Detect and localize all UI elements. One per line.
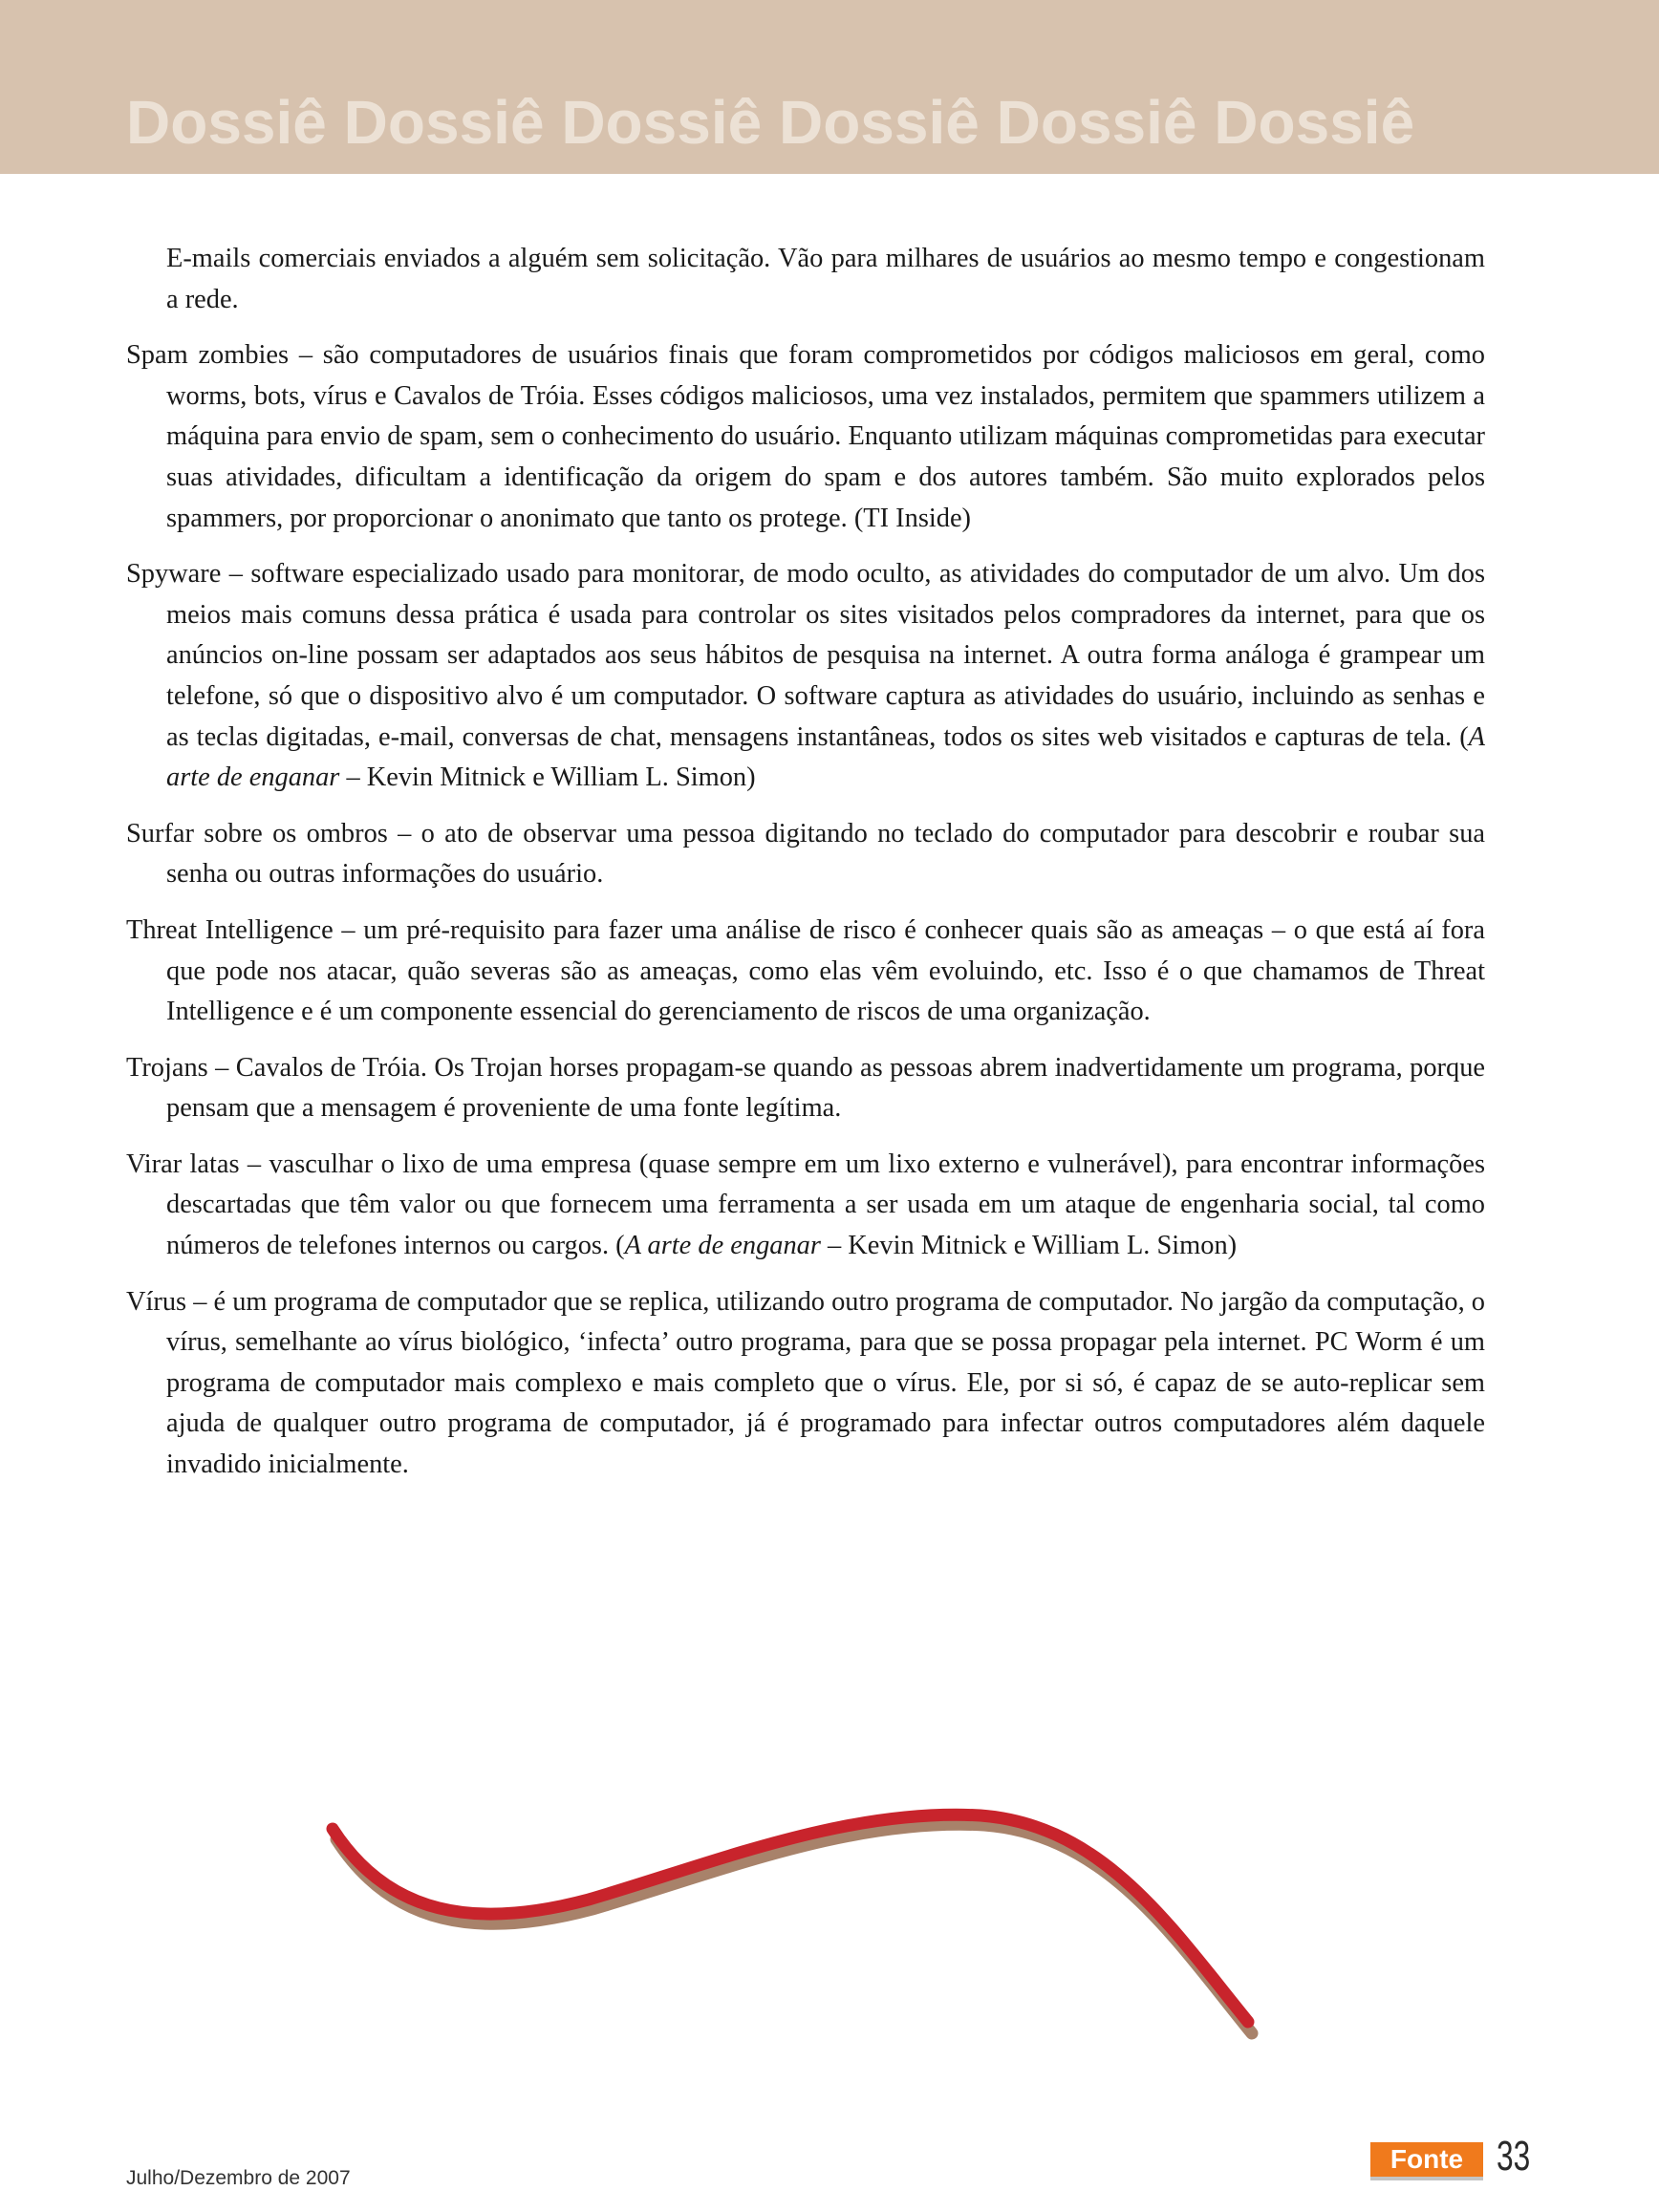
dossie-header-banner	[0, 0, 1659, 174]
glossary-entry-trojans: Trojans – Cavalos de Tróia. Os Trojan horses propagam-se quando as pessoas abrem inadvertidamente um programa, porque pensam que a mensagem é proveniente de uma fonte legítima.	[126, 1052, 1485, 1124]
section-title: Dossiê Dossiê Dossiê Dossiê Dossiê Dossiê	[126, 88, 1415, 157]
entry-text: Virar latas – vasculhar o lixo de uma empresa (quase sempre em um lixo externo e vulnerável), para encontrar informações descartadas que têm valor ou que fornecem uma ferramenta a ser usada em um ataque de engenharia social, tal como números de telefones internos ou cargos. (	[126, 1149, 1485, 1261]
page-number: 33	[1497, 2133, 1531, 2180]
entry-text: – Kevin Mitnick e William L. Simon)	[339, 762, 756, 793]
glossary-content	[126, 239, 1485, 1501]
glossary-entry-virus: Vírus – é um programa de computador que se replica, utilizando outro programa de computador. No jargão da computação, o vírus, semelhante ao vírus biológico, ‘infecta’ outro programa, para que se possa propagar pela internet. PC Worm é um programa de computador mais complexo e mais completo que o vírus. Ele, por si só, é capaz de se auto-replicar sem ajuda de qualquer outro programa de computador, já é programado para infectar outros computadores além daquele invadido inicialmente.	[126, 1286, 1485, 1480]
glossary-entry-spyware	[126, 554, 1485, 799]
glossary-entry-surfar: Surfar sobre os ombros – o ato de observar uma pessoa digitando no teclado do computador para descobrir e roubar sua senha ou outras informações do usuário.	[126, 818, 1485, 890]
entry-text: Spyware – software especializado usado para monitorar, de modo oculto, as atividades do computador de um alvo. Um dos meios mais comuns dessa prática é usada para controlar os sites visitados pelos compradores da internet, para que os anúncios on-line possam ser adaptados aos seus hábitos de pesquisa na internet. A outra forma análoga é grampear um telefone, só que o dispositivo alvo é um computador. O software captura as atividades do usuário, incluindo as senhas e as teclas digitadas, e-mail, conversas de chat, mensagens instantâneas, todos os sites web visitados e capturas de tela. (	[126, 559, 1485, 752]
issue-date: Julho/Dezembro de 2007	[126, 2167, 351, 2189]
book-title: A arte de enganar	[624, 1231, 821, 1261]
wave-shadow	[336, 1824, 1252, 2033]
entry-text: – Kevin Mitnick e William L. Simon)	[820, 1231, 1238, 1261]
fonte-logo: Fonte	[1370, 2142, 1483, 2180]
glossary-entry-virar-latas	[126, 1145, 1485, 1267]
glossary-entry-spam-zombies: Spam zombies – são computadores de usuários finais que foram comprometidos por códigos maliciosos em geral, como worms, bots, vírus e Cavalos de Tróia. Esses códigos maliciosos, uma vez instalados, permitem que spammers utilizem a máquina para envio de spam, sem o conhecimento do usuário. Enquanto utilizam máquinas comprometidas para executar suas atividades, dificultam a identificação da origem do spam e dos autores também. São muito explorados pelos spammers, por proporcionar o anonimato que tanto os protege. (TI Inside)	[126, 340, 1485, 533]
wave-stroke-icon	[315, 1796, 1271, 2083]
book-title: A arte de enganar	[166, 721, 1485, 793]
glossary-entry-spam: E-mails comerciais enviados a alguém sem solicitação. Vão para milhares de usuários ao mesmo tempo e congestionam a rede.	[166, 244, 1485, 314]
glossary-entry-threat-intelligence: Threat Intelligence – um pré-requisito para fazer uma análise de risco é conhecer quais são as ameaças – o que está aí fora que pode nos atacar, quão severas são as ameaças, como elas vêm evoluindo, etc. Isso é o que chamamos de Threat Intelligence e é um componente essencial do gerenciamento de riscos de uma organização.	[126, 914, 1485, 1027]
